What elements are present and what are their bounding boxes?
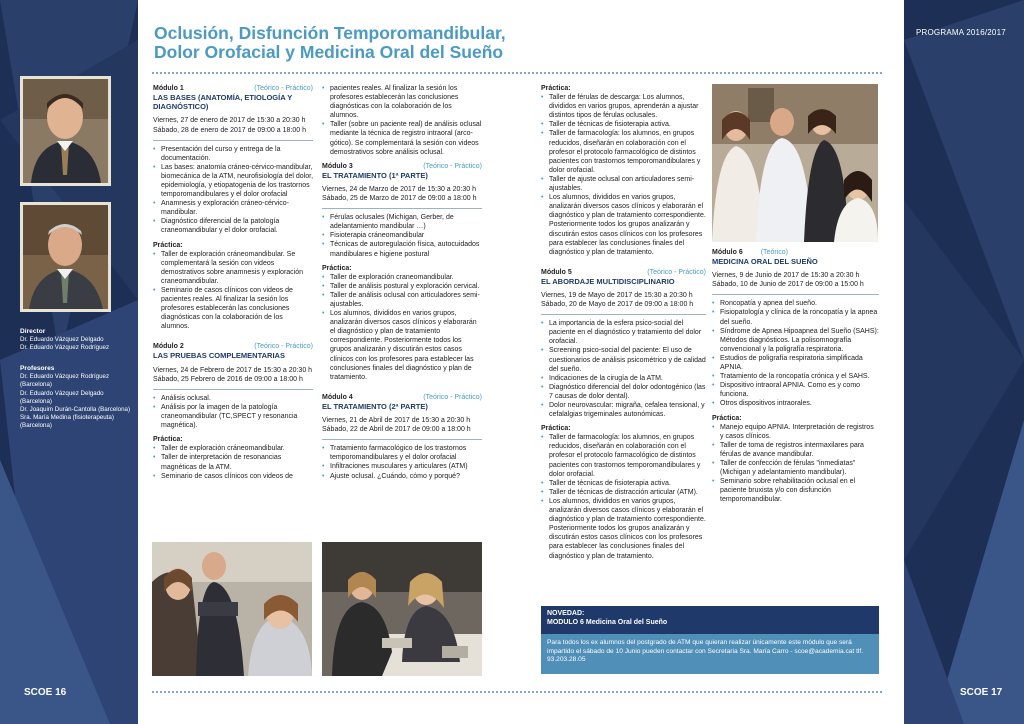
director-name: Dr. Eduardo Vázquez Rodríguez [20, 344, 110, 352]
director-portrait-2 [20, 202, 111, 312]
module-1-header [153, 84, 313, 93]
module-6-title: MEDICINA ORAL DEL SUEÑO [712, 257, 818, 266]
module-6-dates [712, 271, 879, 289]
teacher-list [20, 365, 132, 431]
module-type: (Teórico - Práctico) [423, 393, 482, 401]
list-item: • Análisis oclusal. [153, 394, 313, 403]
module-label: Módulo 5 [541, 268, 572, 276]
module-4-topics [322, 444, 482, 480]
module-6-header [712, 248, 879, 257]
list-item: • Presentación del curso y entrega de la documentación. [153, 145, 313, 163]
module-2-practice [153, 444, 313, 480]
right-decorative-band [904, 0, 1024, 724]
list-item: • Técnicas de autoregulación física, autocuidados mandibulares e higiene postural [322, 240, 482, 258]
list-item: • Taller de ajuste oclusal con articuladores semi-ajustables. [541, 175, 706, 193]
date-line: Sábado, 25 de Marzo de 2017 de 09:00 a 18:00 h [322, 195, 477, 203]
list-item: • Taller de exploración cráneomandibular. [153, 444, 313, 453]
novedad-module: MODULO 6 Medicina Oral del Sueño [547, 619, 668, 626]
module-2-title: LAS PRUEBAS COMPLEMENTARIAS [153, 351, 285, 361]
module-5-header [541, 268, 706, 277]
module-label: Módulo 2 [153, 343, 184, 351]
list-item: • Infiltraciones musculares y articulares (ATM) [322, 462, 482, 471]
director-list [20, 328, 132, 353]
module-type: (Teórico) [760, 249, 788, 256]
separator [153, 140, 313, 141]
list-item: • Los alumnos, divididos en varios grupos, analizarán diversos casos clínicos y elaborarán el diagnóstico y plan de tratamiento correspondiente. Posteriormente todos los grupos analizarán y discutirán estos casos clínicos con los profesores para establecer las conclusiones finales del diagnóstico y plan de tratamiento. [541, 193, 706, 257]
list-item: • Análisis por la imagen de la patología craneomandibular (TC,SPECT y resonancia magnética). [153, 403, 313, 430]
list-item: • Taller (sobre un paciente real) de análisis oclusal mediante la técnica de registro intraoral (arco-gótico). Se complementará la sesión con videos demostrativos sobre análisis oclusal. [322, 120, 482, 156]
teachers-heading: Profesores [20, 365, 55, 372]
novedad-label: NOVEDAD: [547, 610, 585, 617]
teacher-name: Dr. Eduardo Vázquez Rodríguez [20, 373, 110, 381]
module-4-header [322, 393, 482, 402]
novedad-heading [541, 606, 879, 634]
list-item: • Manejo equipo APNIA. Interpretación de registros y casos clínicos. [712, 423, 879, 441]
module-5-title: EL ABORDAJE MULTIDISCIPLINARIO [541, 276, 675, 286]
module-1-title: LAS BASES (ANATOMÍA, ETIOLOGÍA Y DIAGNÓSTICO) [153, 93, 293, 112]
module-label: Módulo 3 [322, 162, 353, 170]
bottom-dotted-rule [152, 691, 882, 693]
teacher-city: (Barcelona) [20, 397, 52, 405]
separator [541, 314, 706, 315]
practice-heading: Práctica: [712, 414, 742, 422]
list-item: • Diagnóstico diferencial de la patología craneomandibular y el dolor orofacial. [153, 217, 313, 235]
date-line: Sábado, 22 de Abril de 2017 de 09:00 a 18:00 h [322, 426, 471, 434]
list-item: • Dolor neurovascular: migraña, cefalea tensional, y cefalalgias trigeminales autonómicas. [541, 401, 706, 419]
date-line: Viernes, 9 de Junio de 2017 de 15:30 a 20:30 h [712, 272, 860, 280]
teacher-city: (Barcelona) [20, 422, 52, 430]
classroom-photo-2 [322, 542, 482, 676]
separator [712, 294, 879, 295]
list-item: • Fisioterapia cráneomandibular [322, 231, 482, 240]
classroom-photo-3 [712, 84, 878, 242]
date-line: Viernes, 24 de Febrero de 2017 de 15:30 a 20:30 h [153, 366, 313, 374]
list-item: • Taller de férulas de descarga: Los alumnos, divididos en varios grupos, aprenderán a ajustar distintos tipos de férulas oclusales. [541, 93, 706, 120]
module-2-header [153, 342, 313, 351]
column-4 [712, 248, 879, 509]
date-line: Sábado, 20 de Mayo de 2017 de 09:00 a 18:00 h [541, 301, 694, 309]
module-2-topics [153, 394, 313, 430]
classroom-photo-1 [152, 542, 312, 676]
program-year: PROGRAMA 2016/2017 [916, 28, 1006, 37]
list-item: • Taller de farmacología: los alumnos, en grupos reducidos, diseñarán en colaboración con el profesor el protocolo farmacológico de distintos pacientes con trastornos temporomandibulares y dolor orofacial. [541, 433, 706, 478]
top-dotted-rule [152, 72, 882, 74]
novedad-body: Para todos los ex alumnos del postgrado de ATM que quieran realizar únicamente este módulo que será impartido el sábado de 10 Junio pueden contactar con Secretaria Sra. María Carro - scoe@academia.cat tlf. 93.203.28.05 [541, 634, 879, 674]
list-item: • La importancia de la esfera psico-social del paciente en el diagnóstico y tratamiento del dolor orofacial. [541, 319, 706, 346]
module-5-dates [541, 291, 706, 309]
list-item: • Dispositivo intraoral APNIA. Como es y como funciona. [712, 381, 879, 399]
list-item: • Los alumnos, divididos en varios grupos, analizarán diversos casos clínicos y elaborarán el diagnóstico y plan de tratamiento correspondiente. Posteriormente todos los grupos analizarán y discutirán estos casos clínicos con los profesores para establecer las conclusiones finales del diagnóstico y plan de tratamiento. [541, 497, 706, 561]
list-item: • Otros dispositivos intraorales. [712, 399, 879, 408]
list-item: • Síndrome de Apnea Hipoapnea del Sueño (SAHS): Métodos diagnósticos. La polisomnografía convencional y la poligrafía respiratoria. [712, 327, 879, 354]
list-item: • Férulas oclusales (Michigan, Gerber, de adelantamiento mandibular …) [322, 213, 482, 231]
title-line-1: Oclusión, Disfunción Temporomandibular, [154, 23, 506, 43]
module-type: (Teórico - Práctico) [254, 85, 313, 92]
module-3-practice [322, 273, 482, 382]
module-label: Módulo 4 [322, 393, 353, 401]
novedad-box [541, 606, 879, 674]
practice-heading: Práctica: [541, 85, 571, 92]
practice-heading: Práctica: [153, 241, 183, 249]
list-item: • Tratamiento farmacológico de los trastornos temporomandibulares y el dolor orofacial [322, 444, 482, 462]
module-6-practice [712, 423, 879, 505]
list-item: • Seminario sobre rehabilitación oclusal en el paciente bruxista y/o con disfunción temporomandibular. [712, 477, 879, 504]
practice-heading: Práctica: [322, 264, 352, 272]
list-item: • Taller de confección de férulas "inmediatas" (Michigan y adelantamiento mandibular). [712, 459, 879, 477]
module-4-dates [322, 416, 482, 434]
module-1-dates [153, 116, 313, 134]
date-line: Viernes, 27 de enero de 2017 de 15:30 a 20:30 h [153, 117, 306, 125]
module-2-practice-continued [322, 84, 482, 157]
module-5-practice [541, 433, 706, 560]
column-2 [322, 84, 482, 486]
list-item: • Taller de técnicas de fisioterapia activa. [541, 479, 706, 488]
module-1-topics [153, 145, 313, 236]
module-label: Módulo 1 [153, 85, 184, 92]
list-item: • Taller de análisis oclusal con articuladores semi-ajustables. [322, 291, 482, 309]
director-heading: Director [20, 328, 46, 335]
list-item: • Taller de técnicas de distracción articular (ATM). [541, 488, 706, 497]
list-item: • pacientes reales. Al finalizar la sesión los profesores establecerán las conclusiones diagnósticas con la colaboración de los alumnos. [322, 84, 482, 120]
module-type: (Teórico - Práctico) [647, 268, 706, 276]
teacher-city: (Barcelona) [20, 381, 52, 389]
list-item: • Diagnóstico diferencial del dolor odontogénico (las 7 causas de dolor dental). [541, 383, 706, 401]
module-type: (Teórico - Práctico) [423, 162, 482, 170]
list-item: • Las bases: anatomía cráneo-cérvico-mandibular, biomecánica de la ATM, neurofisiología del dolor, epidemiología, y etiopatogenia de los trastornos temporomandibulares y el dolor orofacial [153, 163, 313, 199]
module-4-title: EL TRATAMIENTO (2ª PARTE) [322, 401, 428, 411]
date-line: Viernes, 19 de Mayo de 2017 de 15:30 a 20:30 h [541, 291, 693, 299]
date-line: Viernes, 24 de Marzo de 2017 de 15:30 a 20:30 h [322, 185, 476, 193]
teacher-name: Dr. Joaquim Durán-Cantolla (Barcelona) [20, 406, 131, 414]
list-item: • Anamnesis y exploración cráneo-cérvico-mandibular. [153, 199, 313, 217]
module-1-practice [153, 250, 313, 332]
list-item: • Taller de análisis postural y exploración cervical. [322, 282, 482, 291]
practice-heading: Práctica: [153, 436, 183, 444]
page-title [154, 24, 714, 62]
list-item: • Taller de exploración craneomandibular. [322, 273, 482, 282]
date-line: Viernes, 21 de Abril de 2017 de 15:30 a 20:30 h [322, 417, 471, 425]
list-item: • Screening psico-social del paciente: El uso de cuestionarios de análisis psicométrico y de calidad del sueño. [541, 346, 706, 373]
title-line-2: Dolor Orofacial y Medicina Oral del Sueño [154, 42, 504, 62]
separator [153, 389, 313, 390]
list-item: • Ajuste oclusal. ¿Cuándo, cómo y porqué? [322, 472, 482, 481]
separator [322, 208, 482, 209]
module-3-dates [322, 185, 482, 203]
list-item: • Fisiopatología y clínica de la roncopatía y la apnea del sueño. [712, 308, 879, 326]
module-2-dates [153, 366, 313, 384]
page-number-right: SCOE 17 [960, 687, 1003, 698]
director-portrait-1 [20, 76, 111, 186]
list-item: • Taller de farmacología: los alumnos, en grupos reducidos, diseñarán en colaboración con el profesor el protocolo farmacológico de distintos pacientes con trastornos temporomandibulares y dolor orofacial. [541, 129, 706, 174]
list-item: • Taller de interpretación de resonancias magnéticas de la ATM. [153, 453, 313, 471]
list-item: • Los alumnos, divididos en varios grupos, analizarán diversos casos clínicos y elaborarán el diagnóstico y plan de tratamiento correspondiente. Posteriormente todos los grupos analizarán y discutirán estos casos clínicos con los profesores para establecer las conclusiones finales del diagnóstico y plan de tratamiento. [322, 309, 482, 382]
module-3-header [322, 162, 482, 171]
date-line: Sábado, 28 de enero de 2017 de 09:00 a 18:00 h [153, 126, 306, 134]
list-item: • Taller de toma de registros intermaxilares para férulas de avance mandibular. [712, 441, 879, 459]
director-name: Dr. Eduardo Vázquez Delgado [20, 336, 104, 344]
module-3-topics [322, 213, 482, 258]
column-1 [153, 84, 313, 486]
page-number-left: SCOE 16 [24, 687, 67, 698]
list-item: • Seminario de casos clínicos con videos de pacientes reales. Al finalizar la sesión los profesores establecerán las conclusiones diagnósticas con la colaboración de los alumnos. [153, 286, 313, 331]
module-5-topics [541, 319, 706, 419]
teacher-name: Dr. Eduardo Vázquez Delgado [20, 389, 104, 397]
module-type: (Teórico - Práctico) [254, 343, 313, 351]
module-4-practice [541, 93, 706, 257]
list-item: • Indicaciones de la cirugía de la ATM. [541, 374, 706, 383]
list-item: • Taller de técnicas de fisioterapia activa. [541, 120, 706, 129]
module-6-topics [712, 299, 879, 408]
teacher-name: Sra. María Medina (fisioterapeuta) [20, 414, 114, 422]
separator [322, 439, 482, 440]
list-item: • Tratamiento de la roncopatía crónica y el SAHS. [712, 372, 879, 381]
column-3 [541, 84, 706, 566]
list-item: • Seminario de casos clínicos con videos de [153, 472, 313, 481]
module-label: Módulo 6 [712, 249, 743, 256]
list-item: • Roncopatía y apnea del sueño. [712, 299, 879, 308]
list-item: • Taller de exploración cráneomandibular. Se complementará la sesión con videos demostrativos sobre anamnesis y exploración craneomandibular. [153, 250, 313, 286]
date-line: Sábado, 10 de Junio de 2017 de 09:00 a 15:00 h [712, 281, 864, 289]
module-3-title: EL TRATAMIENTO (1ª PARTE) [322, 170, 428, 180]
date-line: Sábado, 25 Febrero de 2016 de 09:00 a 18:00 h [153, 375, 303, 383]
practice-heading: Práctica: [541, 425, 571, 433]
list-item: • Estudios de poligrafía respiratoria simplificada APNIA. [712, 354, 879, 372]
